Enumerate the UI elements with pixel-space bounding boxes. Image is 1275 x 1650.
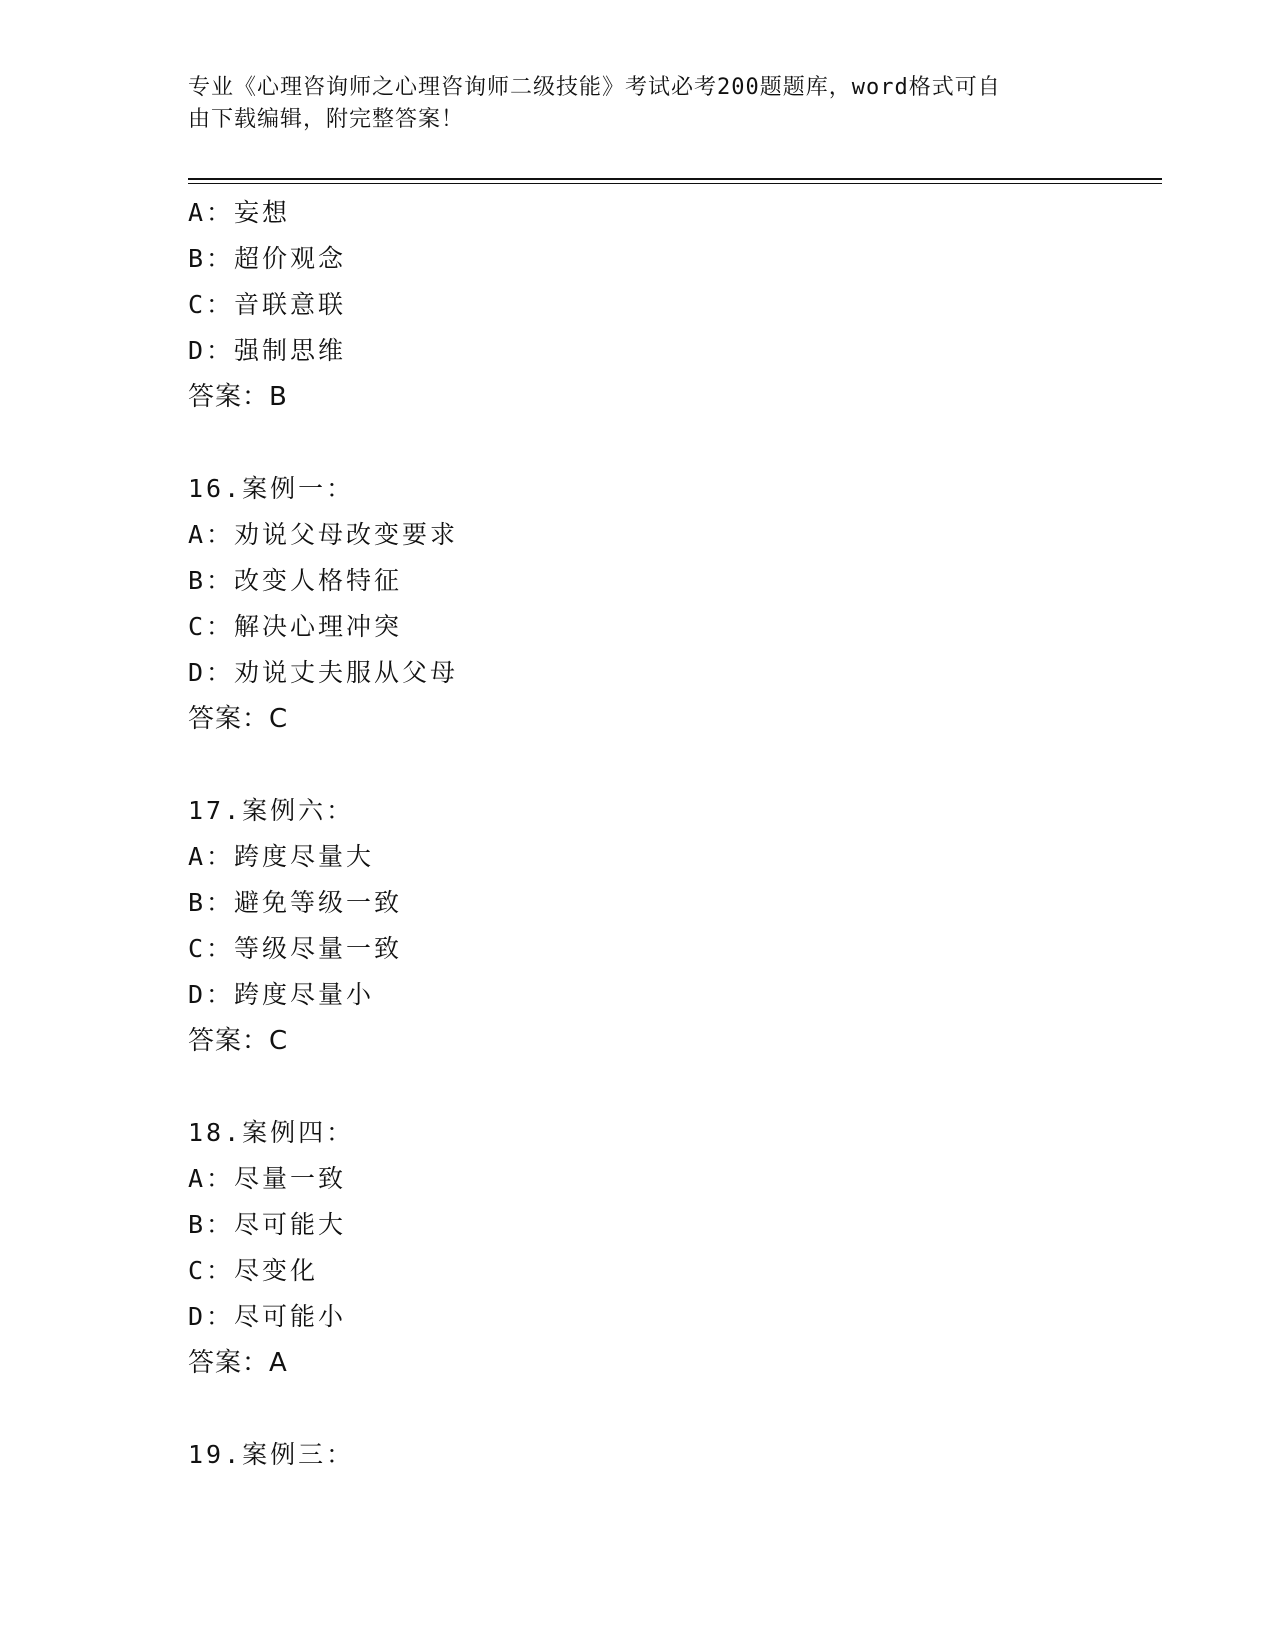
option-b: B：避免等级一致 [188,888,403,917]
answer-line: 答案：A [188,1348,288,1378]
question-15-block [188,190,1162,420]
header-divider-thick [188,178,1162,180]
option-b: B：超价观念 [188,244,347,273]
question-title: 17.案例六： [188,796,355,825]
option-a: A：跨度尽量大 [188,842,375,871]
question-16-block [188,466,1162,742]
question-title: 19.案例三： [188,1440,355,1469]
option-b: B：改变人格特征 [188,566,403,595]
answer-line: 答案：C [188,704,289,734]
option-a: A：妄想 [188,198,291,227]
option-c: C：尽变化 [188,1256,319,1285]
header-divider-thin [188,183,1162,184]
option-d: D：劝说丈夫服从父母 [188,658,459,687]
header-line-2: 由下载编辑，附完整答案！ [188,107,465,132]
document-header [188,72,1068,136]
option-c: C：等级尽量一致 [188,934,403,963]
option-d: D：尽可能小 [188,1302,347,1331]
header-line-1: 专业《心理咨询师之心理咨询师二级技能》考试必考200题题库，word格式可自 [188,75,1001,100]
option-a: A：尽量一致 [188,1164,347,1193]
option-c: C：音联意联 [188,290,347,319]
option-d: D：跨度尽量小 [188,980,375,1009]
option-c: C：解决心理冲突 [188,612,403,641]
option-d: D：强制思维 [188,336,347,365]
question-19-block [188,1432,1162,1478]
spacer [188,742,1162,788]
spacer [188,1064,1162,1110]
spacer [188,420,1162,466]
question-title: 18.案例四： [188,1118,355,1147]
question-title: 16.案例一： [188,474,355,503]
question-18-block [188,1110,1162,1386]
option-b: B：尽可能大 [188,1210,347,1239]
answer-line: 答案：C [188,1026,289,1056]
option-a: A：劝说父母改变要求 [188,520,459,549]
question-17-block [188,788,1162,1064]
answer-line: 答案：B [188,382,288,412]
question-list [188,190,1162,1478]
spacer [188,1386,1162,1432]
